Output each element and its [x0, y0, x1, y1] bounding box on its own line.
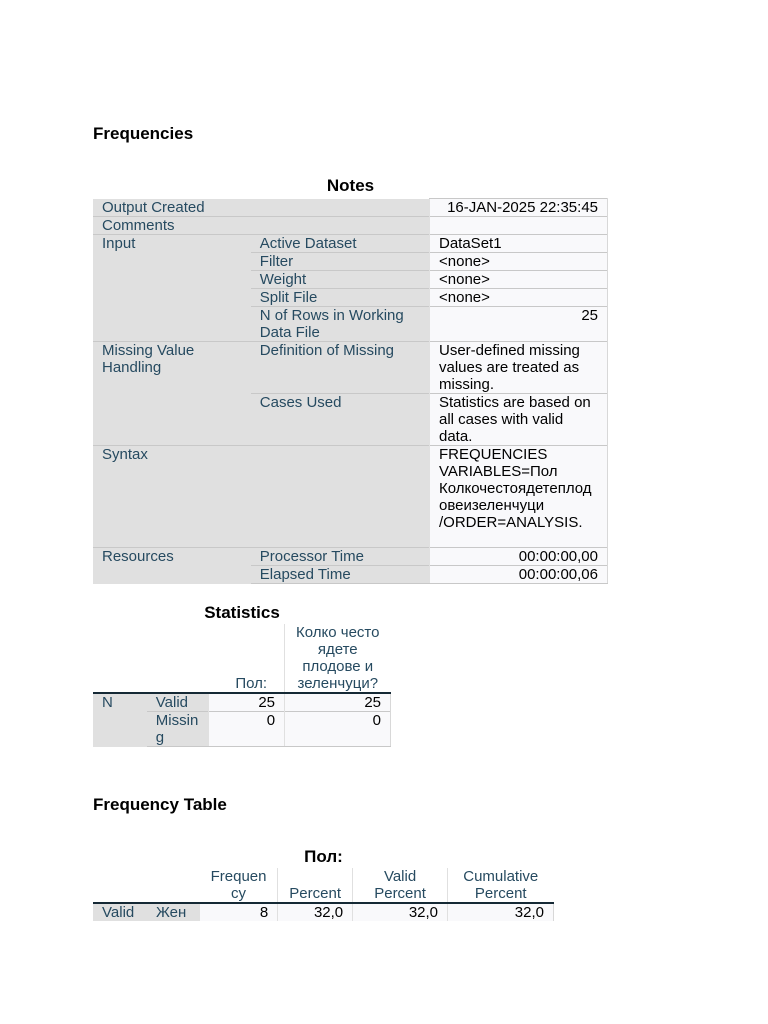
resources-label: Resources [93, 548, 251, 584]
statistics-table [93, 624, 391, 747]
freq-col-frequency: Frequency [200, 868, 278, 903]
freq-row-cumulative-percent: 32,0 [448, 903, 554, 921]
active-dataset-label: Active Dataset [251, 235, 430, 253]
stat-valid-pol: 25 [209, 693, 285, 712]
syntax-line: овеизеленчуци [439, 497, 545, 514]
filter-value: <none> [430, 253, 608, 271]
freq-row-label: Жен [147, 903, 200, 921]
statistics-caption: Statistics [204, 603, 280, 622]
notes-table [93, 198, 608, 584]
notes-caption: Notes [326, 176, 375, 195]
cases-used-value: Statistics are based on all cases with valid data. [430, 394, 608, 446]
stat-valid-fruit: 25 [285, 693, 391, 712]
frequencies-heading: Frequencies [93, 124, 194, 143]
n-rows-label: N of Rows in Working Data File [251, 307, 430, 342]
cases-used-label: Cases Used [251, 394, 430, 446]
comments-label: Comments [93, 217, 430, 235]
stat-missing-pol: 0 [209, 712, 285, 747]
stat-col-pol: Пол: [209, 624, 285, 693]
freq-row-percent: 32,0 [278, 903, 353, 921]
freq-row-frequency: 8 [200, 903, 278, 921]
weight-label: Weight [251, 271, 430, 289]
n-rows-value: 25 [430, 307, 608, 342]
syntax-label: Syntax [93, 446, 430, 548]
syntax-line: VARIABLES=Пол [439, 463, 558, 480]
stat-missing-label: Missing [147, 712, 209, 747]
freq-row-valid-percent: 32,0 [353, 903, 448, 921]
processor-time-value: 00:00:00,00 [430, 548, 608, 566]
comments-value [430, 217, 608, 235]
syntax-value [430, 446, 608, 548]
freq-row-group: Valid [93, 903, 147, 921]
weight-value: <none> [430, 271, 608, 289]
freq-col-cumulative-percent: Cumulative Percent [448, 868, 554, 903]
missing-handling-label: Missing Value Handling [93, 342, 251, 446]
processor-time-label: Processor Time [251, 548, 430, 566]
syntax-line: FREQUENCIES [439, 446, 548, 463]
stat-missing-fruit: 0 [285, 712, 391, 747]
stat-n-label: N [93, 693, 147, 747]
output-created-value: 16-JAN-2025 22:35:45 [430, 199, 608, 217]
freq-table-caption: Пол: [304, 847, 343, 866]
syntax-line: /ORDER=ANALYSIS. [439, 514, 583, 531]
syntax-line: Колкочестоядетеплод [439, 480, 592, 497]
split-file-value: <none> [430, 289, 608, 307]
stat-col-fruit: Колко често ядете плодове и зеленчуци? [285, 624, 391, 693]
filter-label: Filter [251, 253, 430, 271]
split-file-label: Split File [251, 289, 430, 307]
elapsed-time-label: Elapsed Time [251, 566, 430, 584]
active-dataset-value: DataSet1 [430, 235, 608, 253]
input-label: Input [93, 235, 251, 342]
frequency-table-heading: Frequency Table [93, 795, 227, 814]
definition-missing-value: User-defined missing values are treated as missing. [430, 342, 608, 394]
elapsed-time-value: 00:00:00,06 [430, 566, 608, 584]
freq-col-percent: Percent [278, 868, 353, 903]
stat-valid-label: Valid [147, 693, 209, 712]
freq-col-valid-percent: Valid Percent [353, 868, 448, 903]
freq-table [93, 868, 554, 921]
definition-missing-label: Definition of Missing [251, 342, 430, 394]
output-created-label: Output Created [93, 199, 430, 217]
